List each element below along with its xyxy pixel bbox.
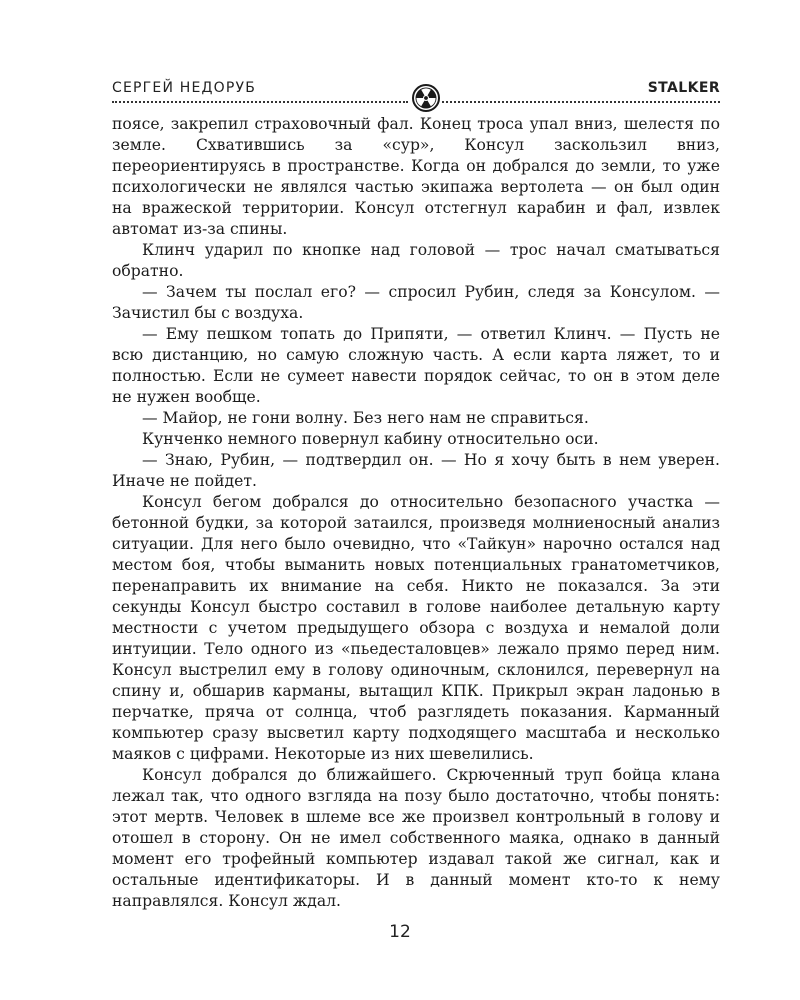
series-title: STALKER bbox=[647, 80, 720, 96]
paragraph: Кунченко немного повернул кабину относительно оси. bbox=[142, 430, 599, 448]
header-rule-right bbox=[442, 101, 720, 103]
paragraph: — Ему пешком топать до Припяти, — ответил Клинч. — Пусть не всю дистанцию, но самую сложную часть. А если карта ляжет, то и полностью. Если не сумеет навести порядок сейчас, то он в этом деле не нужен вообще. bbox=[112, 325, 720, 406]
page-number: 12 bbox=[389, 922, 411, 942]
running-header bbox=[112, 78, 720, 102]
paragraph: Консул добрался до ближайшего. Скрюченный труп бойца клана лежал так, что одного взгляда на позу было достаточно, чтобы понять: этот мертв. Человек в шлеме все же произвел контрольный в голову и отошел в сторону. Он не имел собственного маяка, однако в данный момент его трофейный компьютер издавал такой же сигнал, как и остальные идентификаторы. И в данный момент кто-то к нему направлялся. Консул ждал. bbox=[112, 766, 720, 910]
author-name: СЕРГЕЙ НЕДОРУБ bbox=[112, 80, 257, 96]
paragraph: Консул бегом добрался до относительно безопасного участка — бетонной будки, за которой затаился, произведя молниеносный анализ ситуации. Для него было очевидно, что «Тайкун» нарочно остался над местом боя, чтобы выманить новых потенциальных гранатометчиков, перенаправить их внимание на себя. Никто не показался. За эти секунды Консул быстро составил в голове наиболее детальную карту местности с учетом предыдущего обзора с воздуха и немалой доли интуиции. Тело одного из «пьедесталовцев» лежало прямо перед ним. Консул выстрелил ему в голову одиночным, склонился, перевернул на спину и, обшарив карманы, вытащил КПК. Прикрыл экран ладонью в перчатке, пряча от солнца, чтоб разглядеть показания. Карманный компьютер сразу высветил карту подходящего масштаба и несколько маяков с цифрами. Некоторые из них шевелились. bbox=[112, 493, 720, 763]
paragraph: Клинч ударил по кнопке над головой — трос начал сматываться обратно. bbox=[112, 241, 720, 280]
paragraph: — Знаю, Рубин, — подтвердил он. — Но я хочу быть в нем уверен. Иначе не пойдет. bbox=[112, 451, 720, 490]
body-text bbox=[112, 114, 720, 912]
radiation-icon bbox=[412, 84, 440, 112]
paragraph: поясе, закрепил страховочный фал. Конец троса упал вниз, шелестя по земле. Схватившись за «сур», Консул заскользил вниз, переориентируясь в пространстве. Когда он добрался до земли, то уже психологически не являлся частью экипажа вертолета — он был один на вражеской территории. Консул отстегнул карабин и фал, извлек автомат из-за спины. bbox=[112, 115, 720, 238]
header-rule-left bbox=[112, 101, 408, 103]
paragraph: — Майор, не гони волну. Без него нам не справиться. bbox=[142, 409, 589, 427]
paragraph: — Зачем ты послал его? — спросил Рубин, следя за Консулом. — Зачистил бы с воздуха. bbox=[112, 283, 720, 322]
